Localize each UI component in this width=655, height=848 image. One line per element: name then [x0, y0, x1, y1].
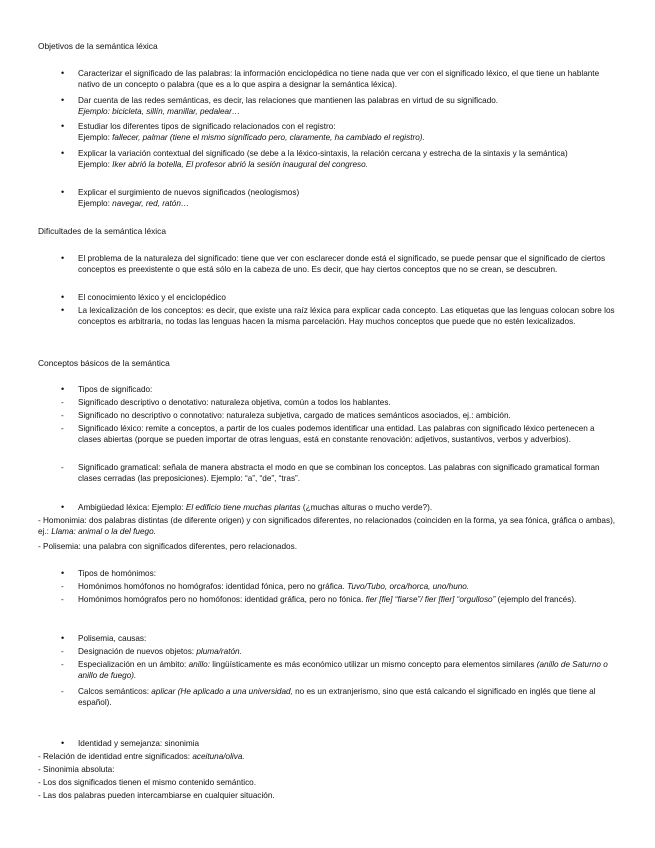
- heading-conceptos: Conceptos básicos de la semántica: [38, 358, 170, 368]
- nuevos-objetos-example: pluma/ratón.: [196, 647, 242, 656]
- objetivo-5-example-label: Ejemplo:: [78, 199, 110, 209]
- list-item-dificultad-1: • El problema de la naturaleza del significado: tiene que ver con esclarecer donde está el significado, se puede pensar que el significado de ciertos conceptos es preexistente o que está sólo en la cabeza de uno. Es decir, que hay ciertos conceptos que no se crean, se descubren.: [78, 253, 618, 275]
- homografos-example: fier [fie] “fiarse”/ fier [fier] “orgulloso”: [365, 595, 496, 604]
- nuevos-objetos-text: Designación de nuevos objetos:: [78, 647, 195, 656]
- relacion-identidad: [38, 751, 618, 762]
- objetivo-3-example-label: Ejemplo:: [78, 133, 110, 143]
- list-item-objetivo-3: [78, 121, 618, 143]
- calcos-tail: no es un extranjerismo, sino que está calcando el significado en inglés que tiene al español).: [78, 687, 596, 708]
- ambiguedad-label: Ambigüedad léxica: Ejemplo:: [78, 503, 184, 512]
- objetivo-5-text: Explicar el surgimiento de nuevos significados (neologismos): [78, 188, 300, 197]
- calcos-text: Calcos semánticos:: [78, 687, 149, 696]
- sinonimia-condicion-1: - Los dos significados tienen el mismo contenido semántico.: [38, 778, 256, 787]
- dash-item-homofonos: [78, 581, 618, 592]
- list-item-objetivo-4: [78, 148, 618, 170]
- relacion-identidad-example: aceituna/oliva.: [192, 752, 245, 761]
- list-item-dificultad-2: • El conocimiento léxico y el enciclopédico: [78, 292, 618, 303]
- objetivo-2-text: Dar cuenta de las redes semánticas, es decir, las relaciones que mantienen las palabras en virtud de su significado.: [78, 96, 499, 105]
- dash-item-especializacion: [78, 659, 618, 681]
- calcos-example: aplicar (He aplicado a una universidad,: [151, 687, 293, 696]
- homofonos-example: Tuvo/Tubo, orca/horca, uno/huno.: [347, 582, 470, 591]
- homofonos-text: Homónimos homófonos no homógrafos: identidad fónica, pero no gráfica.: [78, 582, 345, 591]
- homonimia-example: Llama: animal o la del fuego.: [51, 527, 156, 537]
- ambiguedad-example: El edificio tiene muchas plantas: [185, 503, 301, 512]
- especializacion-example: anillo:: [188, 660, 211, 669]
- dash-item-lexico: - Significado léxico: remite a conceptos, a partir de los cuales podemos identificar una entidad. Las palabras con significado léxico pertenecen a clases abiertas (porque se pueden importar de otras lenguas, está en constante renovación: adjetivos, sustantivos, verbos y adverbios).: [78, 423, 618, 445]
- objetivo-3-example: fallecer, palmar (tiene el mismo significado pero, claramente, ha cambiado el registro).: [112, 133, 425, 143]
- list-item-tipos-significado: • Tipos de significado:: [78, 384, 618, 395]
- objetivo-3-text: Estudiar los diferentes tipos de significado relacionados con el registro:: [78, 122, 336, 131]
- list-item-objetivo-5: [78, 187, 618, 209]
- list-item-dificultad-3: • La lexicalización de los conceptos: es decir, que existe una raíz léxica para explicar cada concepto. Las etiquetas que las lenguas colocan sobre los conceptos es arbitraria, no todas las lenguas hacen la misma parcelación. Hay muchos conceptos que puede que no estén lexicalizados.: [78, 305, 618, 327]
- list-item-tipos-homonimos: • Tipos de homónimos:: [78, 568, 618, 579]
- sinonimia-absoluta: - Sinonimia absoluta:: [38, 765, 115, 774]
- especializacion-text: Especialización en un ámbito:: [78, 660, 187, 669]
- homonimia-text: - Homonimia: dos palabras distintas (de diferente origen) y con significados diferentes, no relacionados (coinciden en la forma, ya sea fónica, gráfica o ambas), ej.:: [38, 516, 616, 537]
- homografos-tail: (ejemplo del francés).: [497, 595, 577, 604]
- objetivo-2-example: Ejemplo: bicicleta, sillín, manillar, pedalear…: [78, 107, 241, 117]
- dash-item-nuevos-objetos: [78, 646, 618, 657]
- homografos-text: Homónimos homógrafos pero no homófonos: identidad gráfica, pero no fónica.: [78, 595, 364, 604]
- dash-item-gramatical: - Significado gramatical: señala de manera abstracta el modo en que se combinan los conceptos. Las palabras con significado gramatical forman clases cerradas (las preposiciones). Ejemplo: “a”, “de”, “tras”.: [78, 462, 618, 484]
- list-item-identidad: • Identidad y semejanza: sinonimia: [78, 738, 618, 749]
- relacion-identidad-text: - Relación de identidad entre significados:: [38, 752, 191, 761]
- especializacion-middle: lingüísticamente es más económico utilizar un mismo concepto para elementos similares: [212, 660, 535, 669]
- list-item-ambiguedad: [78, 502, 618, 513]
- polisemia-definition: - Polisemia: una palabra con significados diferentes, pero relacionados.: [38, 542, 297, 551]
- ambiguedad-question: (¿muchas alturas o mucho verde?).: [302, 503, 433, 512]
- especializacion-example-2: (anillo de Saturno o anillo de fuego).: [78, 660, 608, 681]
- dash-item-denotativo: - Significado descriptivo o denotativo: naturaleza objetiva, común a todos los hablantes.: [78, 397, 618, 408]
- objetivo-4-example: Iker abrió la botella, El profesor abrió la sesión inaugural del congreso.: [112, 160, 368, 170]
- objetivo-4-text: Explicar la variación contextual del significado (se debe a la léxico-sintaxis, la relación cercana y estrecha de la sintaxis y la semántica): [78, 149, 568, 158]
- heading-objetivos: Objetivos de la semántica léxica: [38, 41, 158, 51]
- homonimia-definition: [38, 515, 618, 537]
- dash-item-calcos: [78, 686, 618, 708]
- list-item-polisemia-causas: • Polisemia, causas:: [78, 633, 618, 644]
- list-item-objetivo-1: • Caracterizar el significado de las palabras: la información enciclopédica no tiene nada que ver con el significado léxico, el que tiene un hablante nativo de un concepto o palabra (que es a lo que aspira a designar la semántica léxica).: [78, 68, 618, 90]
- list-item-objetivo-2: [78, 95, 618, 117]
- objetivo-5-example: navegar, red, ratón…: [112, 199, 190, 209]
- objetivo-4-example-label: Ejemplo:: [78, 160, 110, 170]
- dash-item-homografos: [78, 594, 618, 605]
- dash-item-connotativo: - Significado no descriptivo o connotativo: naturaleza subjetiva, cargado de matices semánticos asociados, ej.: ambición.: [78, 410, 618, 421]
- heading-dificultades: Dificultades de la semántica léxica: [38, 226, 167, 236]
- sinonimia-condicion-2: - Las dos palabras pueden intercambiarse en cualquier situación.: [38, 791, 275, 800]
